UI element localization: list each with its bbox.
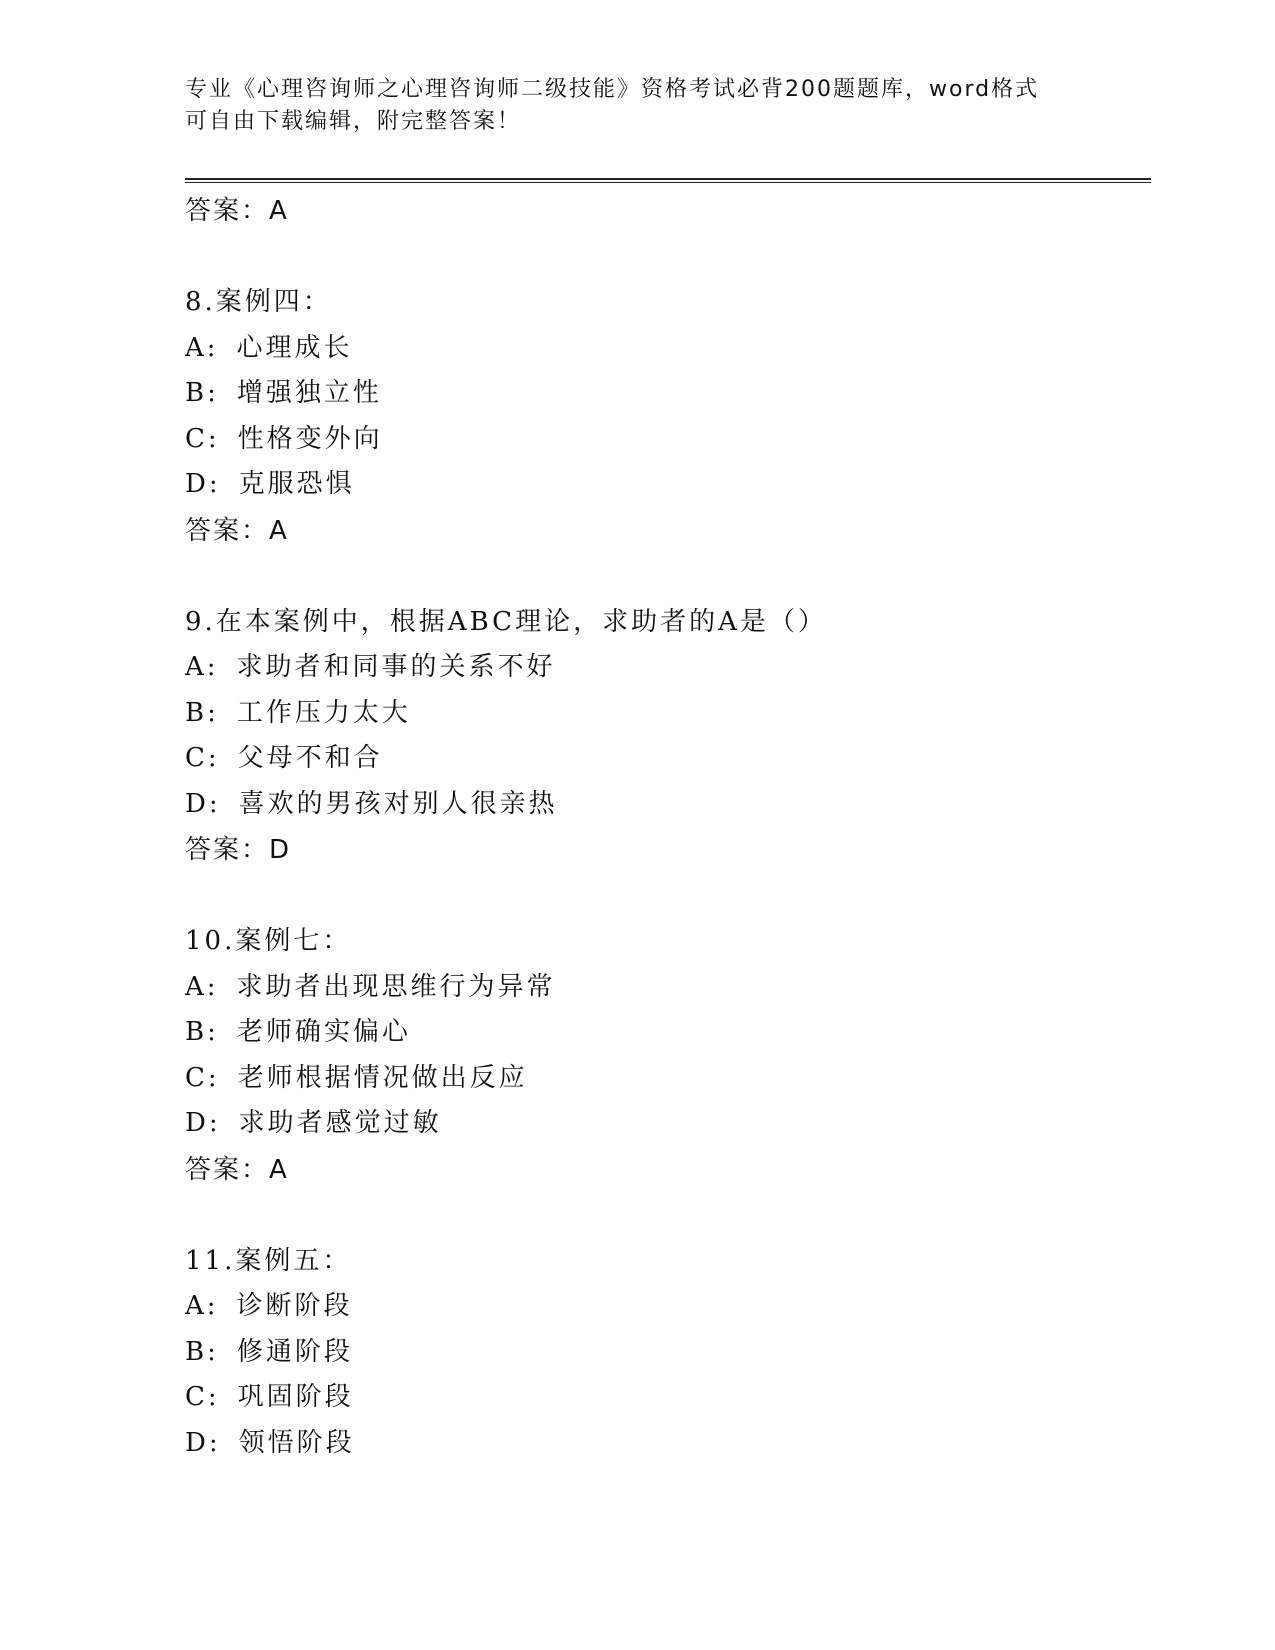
option-a (185, 645, 1151, 691)
option-letter: D: (185, 469, 221, 499)
question-block (185, 1239, 1151, 1467)
spacer (185, 1193, 1151, 1239)
header-line-2: 可自由下载编辑，附完整答案！ (185, 109, 522, 134)
option-d (185, 462, 1151, 508)
option-a (185, 1284, 1151, 1330)
option-letter: C: (185, 743, 220, 773)
option-b (185, 371, 1151, 417)
option-d (185, 1101, 1151, 1147)
option-b (185, 1010, 1151, 1056)
spacer (185, 873, 1151, 919)
option-text: 求助者和同事的关系不好 (236, 652, 556, 682)
option-letter: B: (185, 1336, 219, 1367)
option-c (185, 1375, 1151, 1421)
option-text: 性格变外向 (237, 423, 383, 454)
answer-line: 答案：A (185, 196, 289, 226)
option-a (185, 326, 1151, 372)
option-text: 领悟阶段 (238, 1427, 355, 1458)
option-letter: B: (185, 1017, 219, 1047)
option-text: 求助者感觉过敏 (238, 1108, 442, 1138)
spacer (185, 234, 1151, 280)
question-block (185, 919, 1151, 1193)
option-letter: A: (185, 332, 219, 363)
option-c (185, 417, 1151, 463)
option-text: 修通阶段 (236, 1336, 353, 1367)
option-c (185, 1056, 1151, 1102)
option-text: 克服恐惧 (238, 469, 355, 499)
option-text: 增强独立性 (236, 378, 382, 408)
option-text: 老师确实偏心 (236, 1017, 411, 1047)
option-text: 父母不和合 (237, 743, 383, 773)
option-letter: C: (185, 423, 220, 454)
option-letter: D: (185, 788, 221, 819)
option-text: 诊断阶段 (236, 1291, 353, 1321)
header-divider (185, 178, 1151, 183)
question-block (185, 280, 1151, 554)
option-text: 心理成长 (236, 332, 353, 363)
option-b (185, 691, 1151, 737)
question-title: 9.在本案例中，根据ABC理论，求助者的A是（） (185, 606, 827, 637)
option-a (185, 965, 1151, 1011)
option-c (185, 736, 1151, 782)
option-text: 老师根据情况做出反应 (237, 1062, 528, 1093)
option-d (185, 782, 1151, 828)
question-block (185, 600, 1151, 874)
question-list (185, 188, 1151, 1466)
option-d (185, 1421, 1151, 1467)
option-letter: A: (185, 971, 219, 1002)
question-title: 11.案例五： (185, 1245, 352, 1276)
option-letter: C: (185, 1382, 220, 1412)
option-text: 喜欢的男孩对别人很亲热 (238, 788, 558, 819)
document-header (185, 74, 1065, 138)
header-line-1: 专业《心理咨询师之心理咨询师二级技能》资格考试必背200题题库，word格式 (185, 77, 1040, 102)
answer-line: 答案：D (185, 835, 292, 865)
option-text: 巩固阶段 (237, 1382, 354, 1412)
option-letter: D: (185, 1108, 221, 1138)
question-title: 10.案例七： (185, 926, 352, 956)
option-letter: B: (185, 378, 219, 408)
option-letter: A: (185, 652, 219, 682)
answer-line: 答案：A (185, 515, 289, 546)
option-b (185, 1330, 1151, 1376)
question-title: 8.案例四： (185, 287, 332, 317)
option-text: 求助者出现思维行为异常 (236, 971, 556, 1002)
option-letter: A: (185, 1291, 219, 1321)
option-letter: C: (185, 1062, 220, 1093)
answer-line: 答案：A (185, 1154, 289, 1185)
spacer (185, 554, 1151, 600)
option-text: 工作压力太大 (236, 697, 411, 728)
option-letter: D: (185, 1427, 221, 1458)
option-letter: B: (185, 697, 219, 728)
